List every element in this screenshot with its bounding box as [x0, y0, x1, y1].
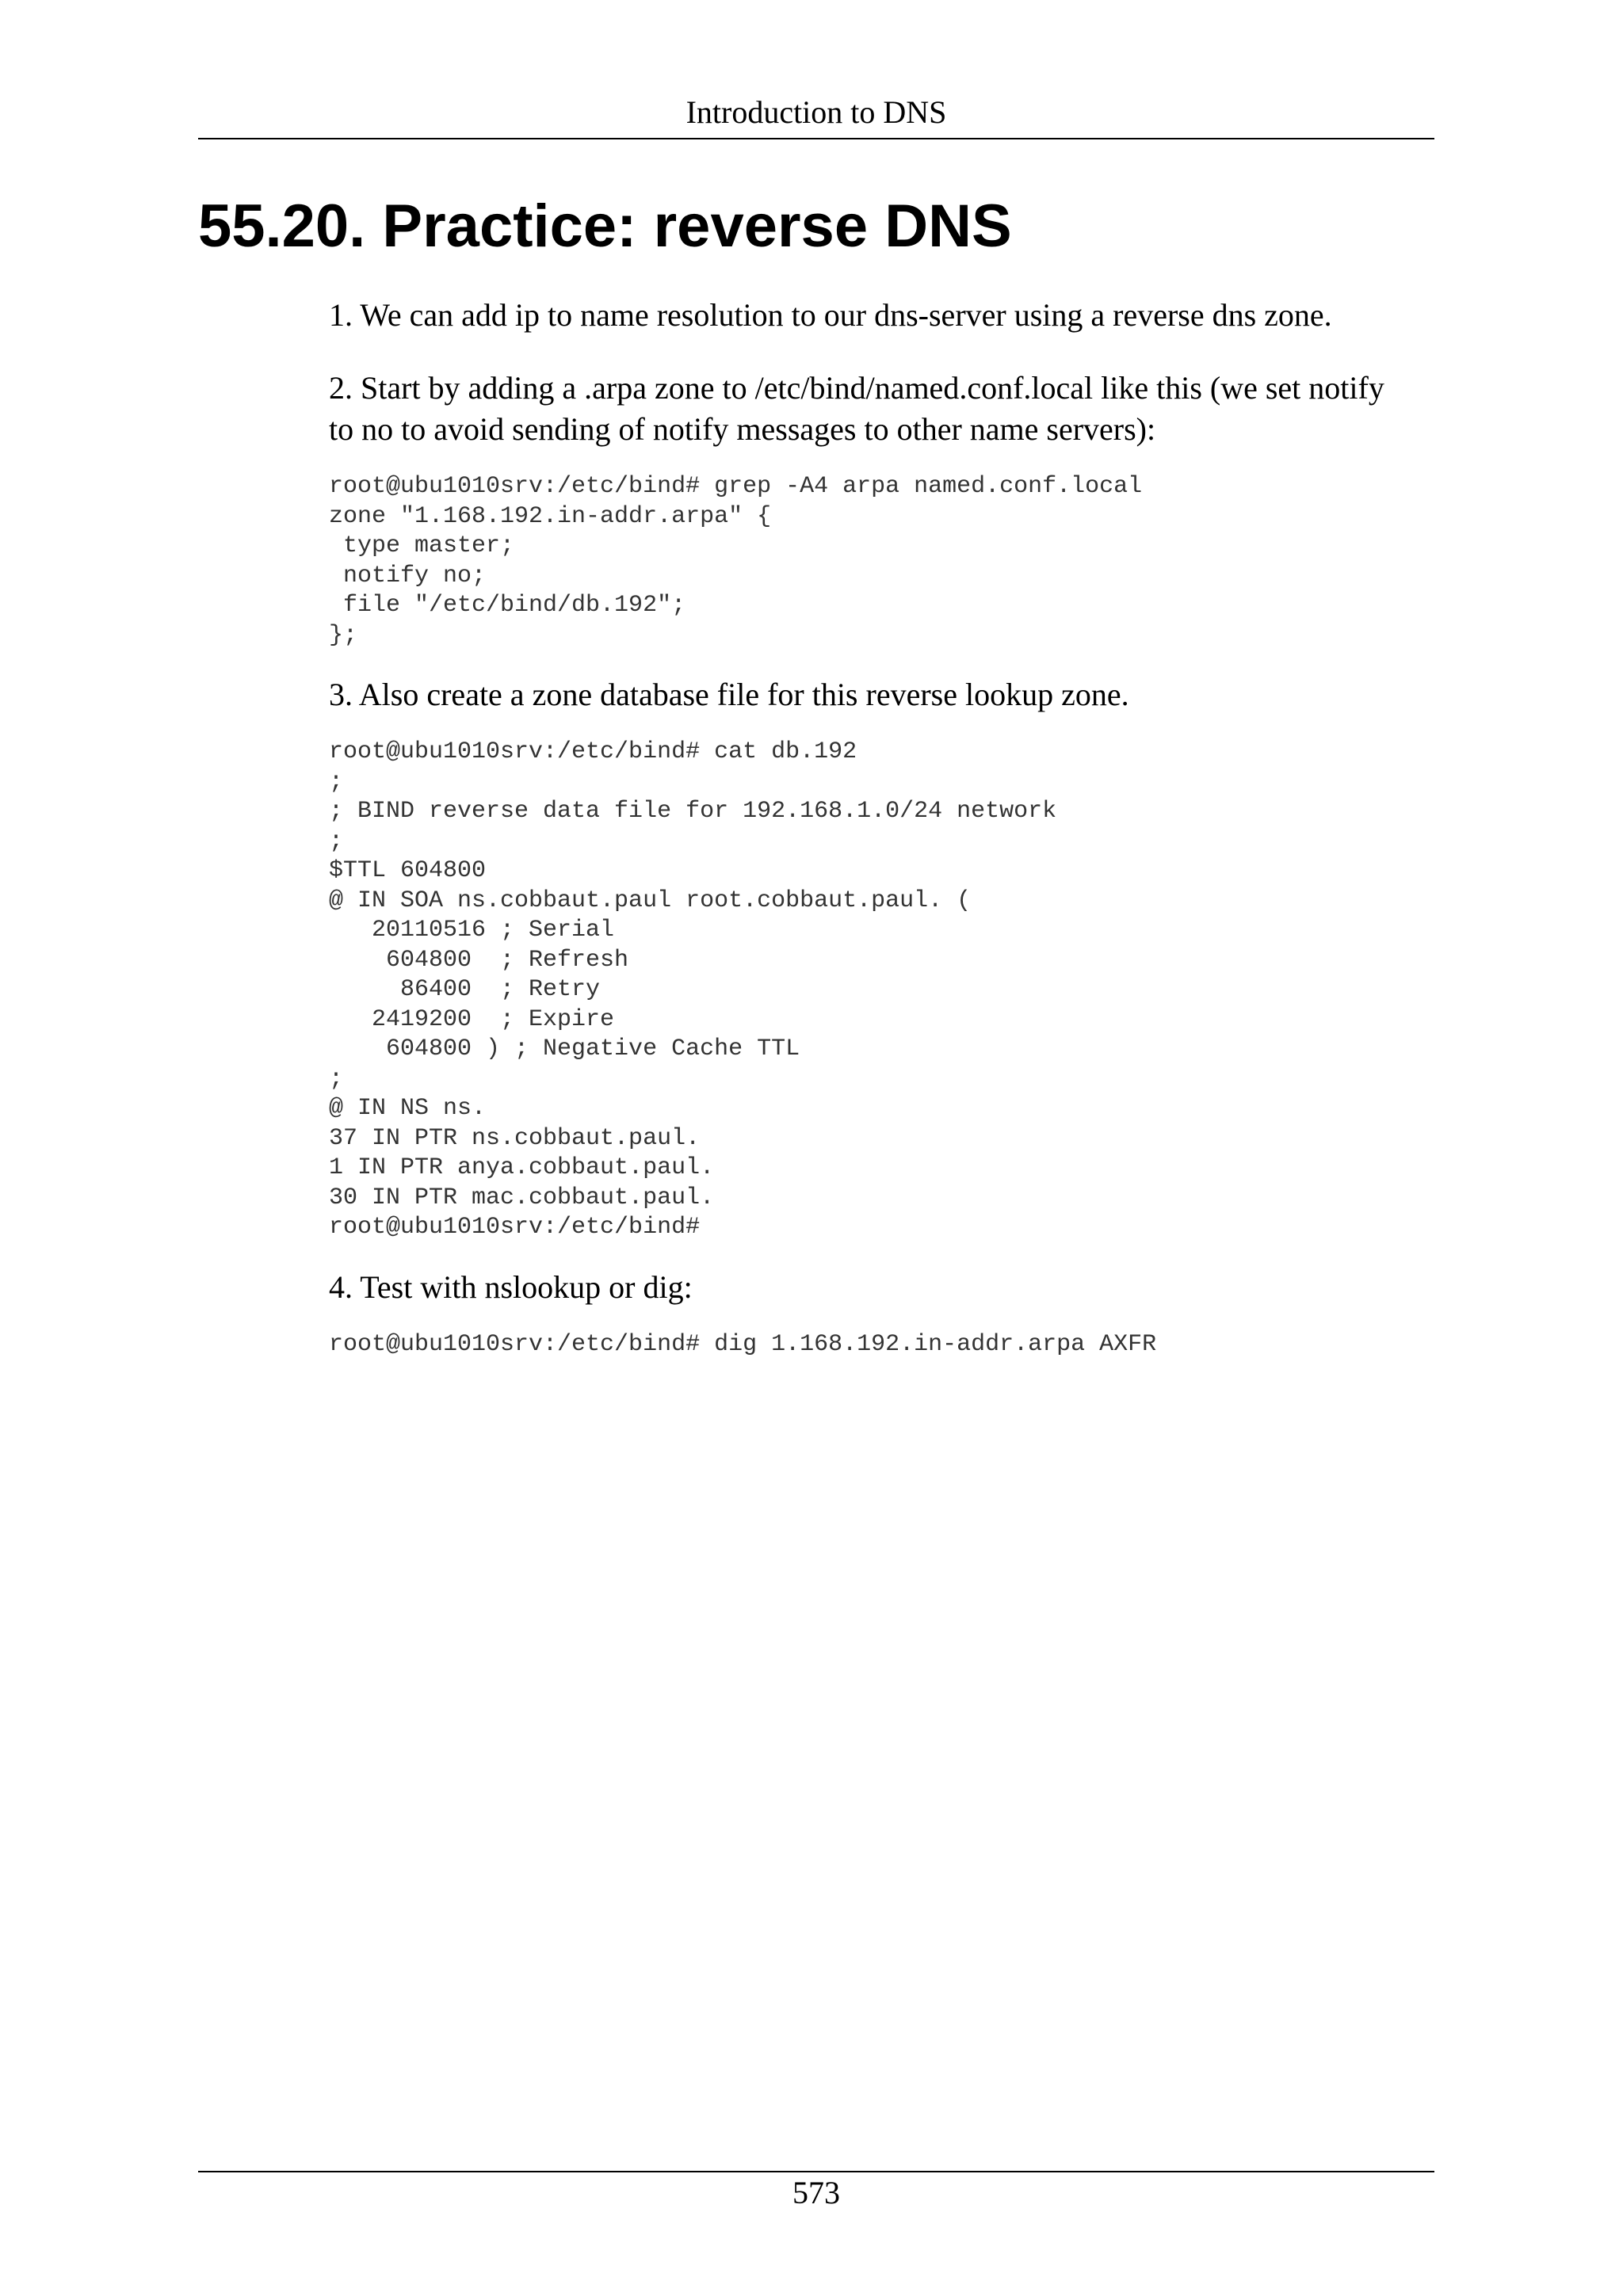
- step-2-text: [329, 368, 1438, 450]
- step-2-text-line-1: 2. Start by adding a .arpa zone to /etc/bind/named.conf.local like this (we set notify: [329, 370, 1384, 406]
- step-3-code-block: root@ubu1010srv:/etc/bind# cat db.192 ; ; BIND reverse data file for 192.168.1.0/24 network ; $TTL 604800 @ IN SOA ns.cobbaut.paul root.cobbaut.paul. ( 20110516 ; Serial 604800 ; Refresh 86400 ; Retry 2419200 ; Expire 604800 ) ; Negative Cache TTL ; @ IN NS ns. 37 IN PTR ns.cobbaut.paul. 1 IN PTR anya.cobbaut.paul. 30 IN PTR mac.cobbaut.paul. root@ubu1010srv:/etc/bind#: [329, 738, 1057, 1241]
- step-2-code-block: root@ubu1010srv:/etc/bind# grep -A4 arpa named.conf.local zone "1.168.192.in-addr.arpa" { type master; notify no; file "/etc/bind/db.192"; };: [329, 473, 1143, 649]
- step-4-code-block: root@ubu1010srv:/etc/bind# dig 1.168.192.in-addr.arpa AXFR: [329, 1330, 1157, 1358]
- running-header: Introduction to DNS: [685, 94, 947, 130]
- step-4-text: 4. Test with nslookup or dig:: [329, 1268, 693, 1305]
- footer-divider: [198, 2171, 1434, 2172]
- page-number: 573: [792, 2175, 840, 2210]
- step-2-text-line-2: to no to avoid sending of notify messages to other name servers):: [329, 411, 1156, 447]
- step-1-text: 1. We can add ip to name resolution to our dns-server using a reverse dns zone.: [329, 297, 1332, 333]
- section-body: [329, 295, 1438, 1360]
- header-divider: [198, 138, 1434, 139]
- section-title: 55.20. Practice: reverse DNS: [198, 193, 1012, 260]
- step-3-text: 3. Also create a zone database file for this reverse lookup zone.: [329, 677, 1129, 712]
